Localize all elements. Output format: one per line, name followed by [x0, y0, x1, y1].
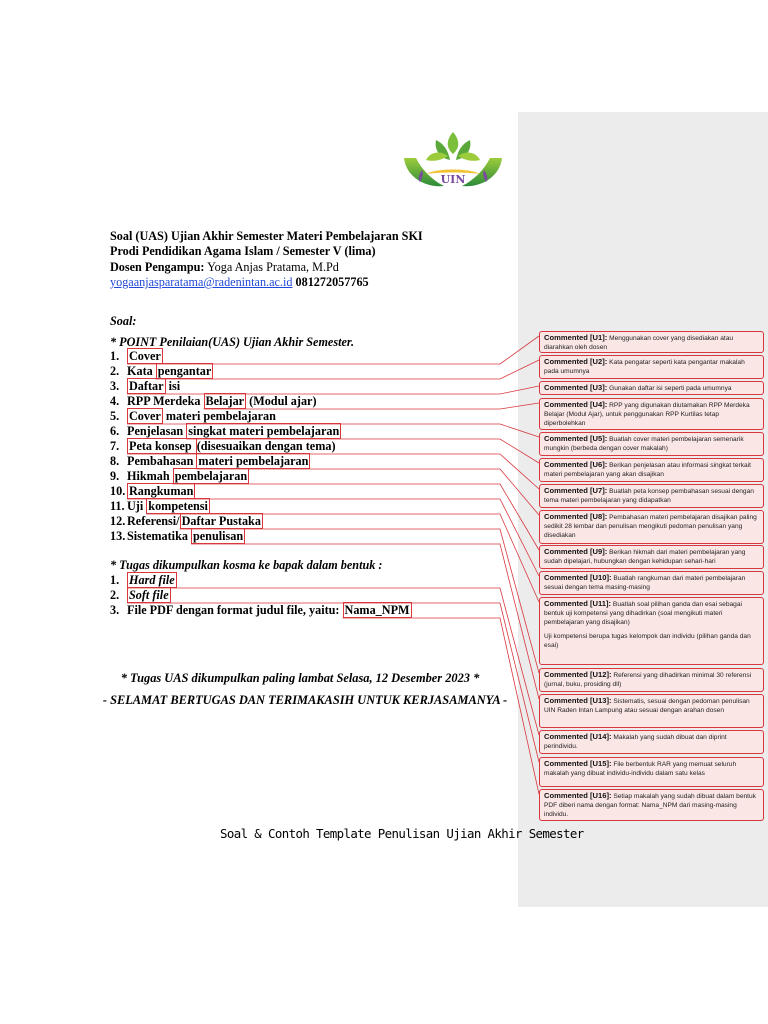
footer-title: Soal & Contoh Template Penulisan Ujian Akhir Semester — [220, 826, 584, 841]
comment-text: Referensi yang dihadirkan minimal 30 referensi (jurnal, buku, prosiding dll) — [544, 672, 752, 688]
comment-text: Sistematis, sesuai dengan pedoman penulisan UIN Raden Intan Lampung atau sesuai dengan arahan dosen — [544, 698, 750, 714]
comment-text: Berikan penjelasan atau informasi singkat terkait materi pembelajaran yang akan disajikan — [544, 462, 751, 478]
comment-text: Buatlah peta konsep pembahasan sesuai dengan tema materi pembelajaran yang didapatkan — [544, 488, 754, 504]
commented-text[interactable]: materi pembelajaran — [198, 454, 309, 468]
comment-text: Berikan hikmah dari materi pembelajaran yang sudah dipelajari, hubungkan dengan kehidupan sehari-hari — [544, 549, 746, 565]
comment-tag: Commented [U9]: — [544, 547, 608, 556]
comment-balloon[interactable] — [539, 458, 764, 482]
comment-balloon[interactable] — [539, 381, 764, 395]
comment-text: File berbentuk RAR yang memuat seluruh makalah yang dibuat individu-individu dalam satu kelas — [544, 761, 737, 777]
comment-tag: Commented [U6]: — [544, 460, 608, 469]
commented-text[interactable]: Daftar Pustaka — [181, 514, 261, 528]
point-item — [110, 439, 336, 454]
comment-balloon[interactable] — [539, 757, 764, 787]
comment-tag: Commented [U2]: — [544, 357, 608, 366]
comment-text: Buatlah soal pilihan ganda dan esai sebagai bentuk uji kompetensi yang dihadirkan (soal mengikuti materi pembelajaran yang disajikan) — [544, 601, 742, 626]
comment-tag: Commented [U10]: — [544, 573, 612, 582]
point-item — [110, 394, 317, 409]
item-number: 9. — [110, 469, 120, 483]
connector-line — [127, 386, 539, 394]
comment-tag: Commented [U16]: — [544, 791, 612, 800]
commented-text[interactable]: singkat materi pembelajaran — [188, 424, 340, 438]
item-text: Referensi/ — [127, 514, 180, 528]
item-number: 4. — [110, 394, 120, 408]
point-item — [110, 364, 213, 379]
item-number: 3. — [110, 379, 120, 393]
comment-text: Gunakan daftar isi seperti pada umumnya — [607, 385, 732, 392]
email-link[interactable]: yogaanjasparatama@radenintan.ac.id — [110, 275, 293, 289]
commented-text[interactable]: Soft file — [129, 588, 169, 602]
comment-tag: Commented [U15]: — [544, 759, 612, 768]
comment-balloon[interactable] — [539, 730, 764, 754]
comment-text: Menggunakan cover yang disediakan atau diarahkan oleh dosen — [544, 335, 734, 351]
deadline-note: * Tugas UAS dikumpulkan paling lambat Selasa, 12 Desember 2023 * — [120, 671, 480, 685]
point-item — [110, 379, 180, 394]
item-text: Pembahasan — [127, 454, 197, 468]
commented-text[interactable]: Peta konsep — [129, 439, 195, 453]
point-heading: * POINT Penilaian(UAS) Ujian Akhir Semester. — [110, 335, 354, 349]
comment-balloon[interactable] — [539, 398, 764, 430]
tugas-item — [110, 573, 177, 588]
comment-text: Makalah yang sudah dibuat dan diprint perindividu. — [544, 734, 727, 750]
point-item — [110, 454, 310, 469]
comment-tag: Commented [U12]: — [544, 670, 612, 679]
comment-balloon[interactable] — [539, 597, 764, 665]
comment-tag: Commented [U8]: — [544, 512, 608, 521]
comment-text: RPP yang digunakan diutamakan RPP Merdeka Belajar (Modul Ajar), untuk penggunakan RPP Kurtilas tetap diperbolehkan — [544, 402, 750, 427]
item-number: 2. — [110, 364, 120, 378]
lecturer-label: Dosen Pengampu: — [110, 260, 205, 274]
lecturer-name: Yoga Anjas Pratama, M.Pd — [204, 260, 339, 274]
item-text: RPP Merdeka — [127, 394, 204, 408]
comment-text: Kata pengatar seperti kata pengantar makalah pada umumnya — [544, 359, 745, 375]
tugas-item — [110, 603, 412, 618]
item-number: 1. — [110, 349, 120, 363]
tugas-heading: * Tugas dikumpulkan kosma ke bapak dalam bentuk : — [110, 558, 383, 572]
item-number: 6. — [110, 424, 120, 438]
commented-text[interactable]: Cover — [129, 409, 161, 423]
point-item — [110, 349, 163, 364]
commented-text[interactable]: Hard file — [129, 573, 175, 587]
comment-tag: Commented [U13]: — [544, 696, 612, 705]
item-text: Uji — [127, 499, 147, 513]
header-lecturer — [110, 260, 339, 275]
item-text: Penjelasan — [127, 424, 187, 438]
commented-text[interactable]: pembelajaran — [174, 469, 248, 483]
comment-balloon[interactable] — [539, 355, 764, 379]
comment-extra: Uji kompetensi berupa tugas kelompok dan individu (pilihan ganda dan esai) — [544, 633, 751, 649]
item-text: Sistematika — [127, 529, 191, 543]
phone-number: 081272057765 — [292, 275, 369, 289]
commented-text[interactable]: kompetensi — [148, 499, 208, 513]
commented-text[interactable]: Cover — [129, 349, 161, 363]
item-text: materi pembelajaran — [162, 409, 276, 423]
item-number: 7. — [110, 439, 120, 453]
comment-tag: Commented [U7]: — [544, 486, 608, 495]
commented-text[interactable]: pengantar — [157, 364, 212, 378]
commented-text[interactable]: Belajar — [205, 394, 245, 408]
item-text: (Modul ajar) — [246, 394, 317, 408]
closing-note: - SELAMAT BERTUGAS DAN TERIMAKASIH UNTUK KERJASAMANYA - — [102, 693, 508, 707]
commented-text[interactable]: Nama_NPM — [344, 603, 410, 617]
comment-balloon[interactable] — [539, 484, 764, 508]
connector-line — [180, 529, 539, 673]
header-contact — [110, 275, 369, 290]
commented-text[interactable]: Daftar — [129, 379, 164, 393]
soal-label: Soal: — [110, 314, 137, 328]
item-text: File PDF dengan format judul file, yaitu: — [127, 603, 343, 617]
comment-balloon[interactable] — [539, 668, 764, 692]
item-number: 13. — [110, 529, 126, 543]
comment-tag: Commented [U1]: — [544, 333, 608, 342]
comment-text: Buatlah cover materi pembelajaran semenarik mungkin (berbeda dengan cover makalah) — [544, 436, 744, 452]
item-text: Hikmah — [127, 469, 173, 483]
comment-text: Setiap makalah yang sudah dibuat dalam bentuk PDF diberi nama dengan format: Nama_NPM dari masing-masing individu. — [544, 793, 756, 818]
point-item — [110, 529, 245, 544]
header-program: Prodi Pendidikan Agama Islam / Semester V (lima) — [110, 244, 376, 258]
comment-balloon[interactable] — [539, 545, 764, 569]
item-number: 1. — [110, 573, 120, 587]
comment-balloon[interactable] — [539, 571, 764, 595]
item-text: isi — [165, 379, 181, 393]
item-number: 12. — [110, 514, 126, 528]
comment-balloon[interactable] — [539, 789, 764, 821]
point-item — [110, 424, 341, 439]
comment-balloon[interactable] — [539, 331, 764, 353]
comment-balloon[interactable] — [539, 510, 764, 544]
header-title: Soal (UAS) Ujian Akhir Semester Materi Pembelajaran SKI — [110, 229, 423, 243]
point-item — [110, 514, 263, 529]
item-number: 8. — [110, 454, 120, 468]
comment-balloon[interactable] — [539, 694, 764, 728]
comment-tag: Commented [U4]: — [544, 400, 608, 409]
tugas-item — [110, 588, 171, 603]
comment-tag: Commented [U11]: — [544, 599, 612, 608]
item-number: 5. — [110, 409, 120, 423]
university-logo — [396, 130, 510, 194]
item-number: 2. — [110, 588, 120, 602]
point-item — [110, 409, 276, 424]
svg-text:UIN: UIN — [440, 173, 466, 186]
item-number: 10. — [110, 484, 126, 498]
item-text: Kata — [127, 364, 156, 378]
point-item — [110, 484, 195, 499]
point-item — [110, 499, 210, 514]
commented-text[interactable]: Rangkuman — [129, 484, 194, 498]
comment-balloon[interactable] — [539, 432, 764, 456]
comment-tag: Commented [U5]: — [544, 434, 608, 443]
item-number: 3. — [110, 603, 120, 617]
comment-text: Buatlah rangkuman dari materi pembelajaran sesuai dengan tema masing-masing — [544, 575, 746, 591]
comment-tag: Commented [U3]: — [544, 383, 608, 392]
point-item — [110, 469, 249, 484]
commented-text[interactable]: penulisan — [192, 529, 244, 543]
item-text: (disesuaikan dengan tema) — [196, 439, 336, 453]
item-number: 11. — [110, 499, 125, 513]
comment-tag: Commented [U14]: — [544, 732, 612, 741]
comment-text: Pembahasan materi pembelajaran disajikan paling sedikit 28 lembar dan penulisan mengikuti pedoman penulisan yang disediakan — [544, 514, 757, 539]
